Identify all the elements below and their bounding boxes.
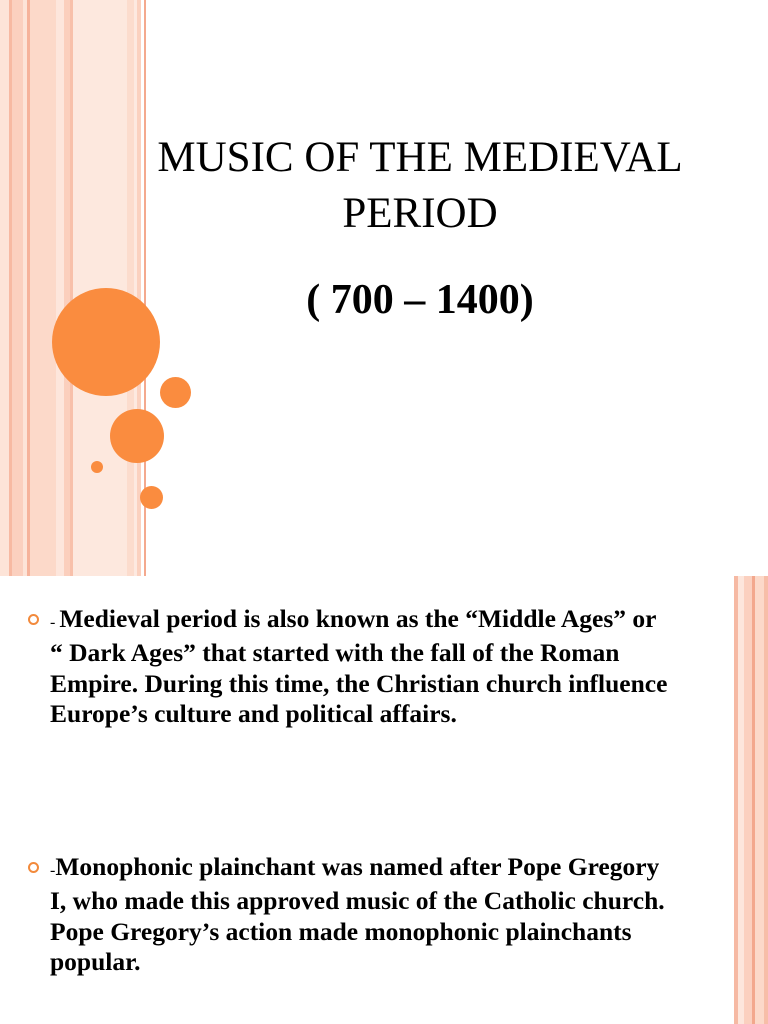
bullet-body: Monophonic plainchant was named after Pope Gregory I, who made this approved music of the Catholic church. Pope Gregory’s action made monophonic plainchants popular. (50, 852, 665, 976)
decor-stripe (755, 576, 764, 1024)
bullet-ring-icon (28, 614, 39, 625)
bullet-item (28, 604, 668, 729)
decor-stripe (56, 0, 64, 576)
bullet-dash: - (50, 614, 60, 631)
decor-stripe (12, 0, 23, 576)
decor-circle-small (160, 377, 191, 408)
slide-title: MUSIC OF THE MEDIEVAL PERIOD (157, 134, 683, 237)
decor-stripe (30, 0, 56, 576)
decor-stripe (764, 576, 768, 1024)
bullet-text (50, 604, 668, 729)
bullet-body: Medieval period is also known as the “Middle Ages” or “ Dark Ages” that started with the fall of the Roman Empire. During this time, the Christian church influence Europe’s culture and political affairs. (50, 604, 668, 728)
bullet-ring-icon (28, 862, 39, 873)
decor-circle-small (140, 486, 163, 509)
decor-circle-medium (110, 409, 164, 463)
bullet-item (28, 852, 668, 977)
bullet-text (50, 852, 668, 977)
content-slide (0, 576, 768, 1024)
decor-stripe (744, 576, 752, 1024)
bullet-dash: - (50, 862, 56, 879)
decor-circle-tiny (91, 461, 103, 473)
slide-subtitle-dates: ( 700 – 1400) (306, 277, 534, 323)
decor-stripe (0, 0, 9, 576)
